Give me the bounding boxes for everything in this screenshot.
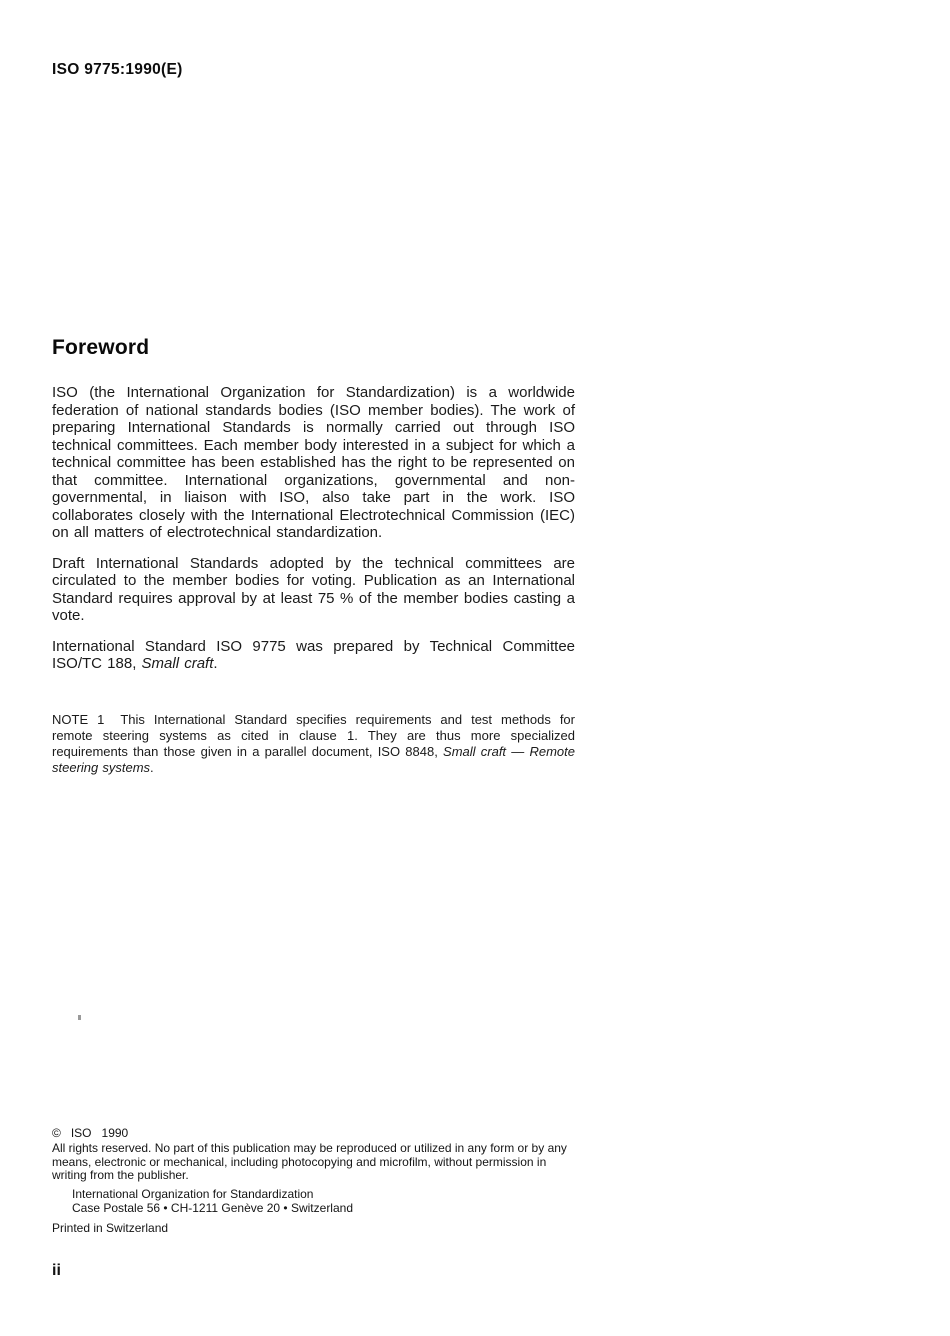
publisher-address: [72, 1188, 580, 1216]
note-text: This International Standard specifies requirements and test methods for remote steering systems as cited in clause 1. They are thus more specialized requirements than those given in a parallel document, ISO 8848,: [52, 711, 575, 759]
p3-end: .: [213, 655, 218, 672]
publisher-name: International Organization for Standardization: [72, 1187, 314, 1202]
foreword-section: [52, 336, 575, 789]
standard-reference: ISO 9775:1990(E): [52, 61, 183, 78]
foreword-paragraph-1: ISO (the International Organization for Standardization) is a worldwide federation of national standards bodies (ISO member bodies). The work of preparing International Standards is normally carried out through ISO technical committees. Each member body interested in a subject for which a technical committee has been established has the right to be represented on that committee. International organizations, governmental and non-governmental, in liaison with ISO, also take part in the work. ISO collaborates closely with the International Electrotechnical Commission (IEC) on all matters of electrotechnical standardization.: [52, 384, 575, 541]
p3-text: International Standard ISO 9775 was prepared by Technical Committee ISO/TC 188,: [52, 637, 575, 672]
foreword-paragraph-2: Draft International Standards adopted by the technical committees are circulated to the member bodies for voting. Publication as an International Standard requires approval by at least 75 % of the member bodies casting a vote.: [52, 554, 575, 624]
note-italic-title: Small craft — Remote steering systems: [52, 743, 575, 775]
page-number: ii: [52, 1262, 61, 1279]
note-paragraph: [52, 712, 575, 776]
copyright-line: © ISO 1990: [52, 1126, 129, 1140]
foreword-paragraph-3: [52, 638, 575, 673]
note-label: NOTE 1: [52, 711, 105, 727]
scan-artifact-dot: [78, 1015, 81, 1020]
note-end: .: [150, 759, 154, 775]
rights-text: All rights reserved. No part of this publication may be reproduced or utilized in any form or by any means, electronic or mechanical, including photocopying and microfilm, without permission in writing from the publisher.: [52, 1140, 567, 1183]
publisher-location: Case Postale 56 • CH-1211 Genève 20 • Switzerland: [72, 1200, 353, 1215]
p3-italic-title: Small craft: [141, 655, 214, 672]
printed-in: Printed in Switzerland: [52, 1220, 169, 1235]
foreword-heading: Foreword: [52, 336, 150, 359]
copyright-footer: [52, 1127, 580, 1236]
